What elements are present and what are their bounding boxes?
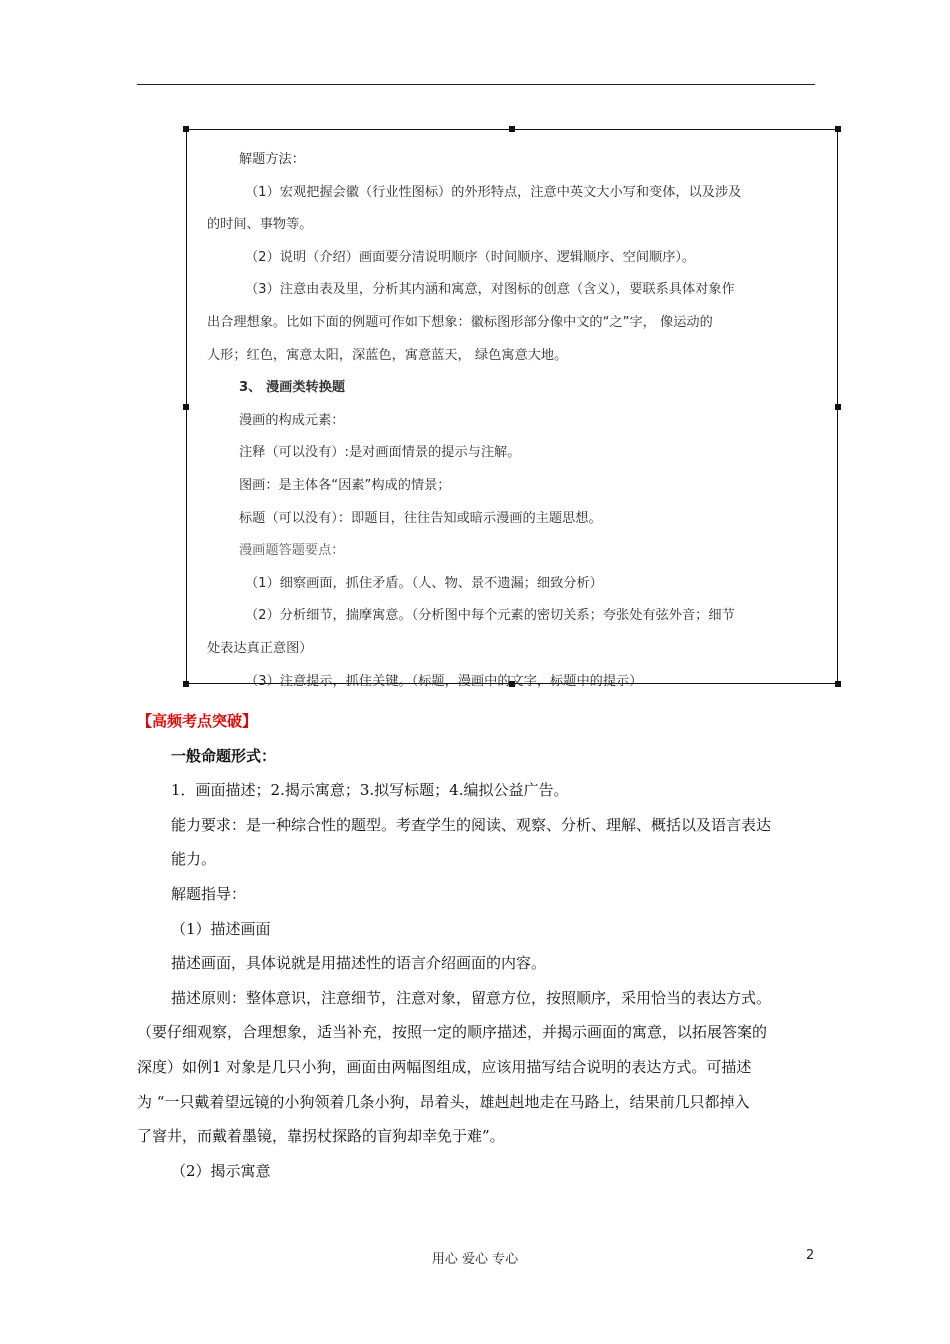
resize-handle-bottom-right[interactable] — [835, 681, 841, 687]
document-body — [137, 704, 817, 1188]
paragraph-line: （2）揭示寓意 — [171, 1161, 271, 1180]
box-line: （3）注意提示，抓住关键。（标题，漫画中的文字，标题中的提示） — [245, 673, 643, 689]
header-rule — [137, 84, 815, 85]
box-line: 出合理想象。比如下面的例题可作如下想象：徽标图形部分像中文的“之”字， 像运动的 — [207, 314, 713, 330]
paragraph-line: 解题指导： — [171, 884, 247, 903]
resize-handle-top[interactable] — [509, 126, 515, 132]
resize-handle-top-right[interactable] — [835, 126, 841, 132]
box-line: （1）宏观把握会徽（行业性图标）的外形特点，注意中英文大小写和变体，以及涉及 — [245, 184, 742, 200]
box-line: 图画：是主体各“因素”构成的情景； — [239, 477, 451, 493]
box-line: 处表达真正意图） — [207, 640, 313, 656]
paragraph-line: （1）描述画面 — [171, 919, 271, 938]
box-line: （3）注意由表及里，分析其内涵和寓意，对图标的创意（含义），要联系具体对象作 — [245, 282, 735, 298]
box-line: 人形；红色，寓意太阳，深蓝色，寓意蓝天， 绿色寓意大地。 — [207, 347, 568, 363]
section-title: 【高频考点突破】 — [137, 712, 258, 730]
paragraph-line: 了窨井，而戴着墨镜，靠拐杖探路的盲狗却幸免于难”。 — [137, 1127, 505, 1146]
paragraph-line: 描述画面，具体说就是用描述性的语言介绍画面的内容。 — [171, 954, 547, 973]
resize-handle-top-left[interactable] — [183, 126, 189, 132]
box-line: （2）说明（介绍）画面要分清说明顺序（时间顺序、逻辑顺序、空间顺序）。 — [245, 249, 696, 265]
paragraph-line: 描述原则：整体意识，注意细节，注意对象，留意方位，按照顺序，采用恰当的表达方式。 — [171, 988, 772, 1007]
box-line: 漫画题答题要点： — [239, 543, 345, 559]
box-line: 解题方法： — [239, 152, 305, 167]
embedded-image-text — [207, 144, 822, 698]
box-line: （1）细察画面，抓住矛盾。（人、物、景不遗漏；细致分析） — [245, 575, 603, 591]
box-line: （2）分析细节，揣摩寓意。（分析图中每个元素的密切关系；夸张处有弦外音；细节 — [245, 608, 735, 624]
paragraph-line: 深度）如例1 对象是几只小狗，画面由两幅图组成，应该用描写结合说明的表达方式。可描述 — [137, 1057, 752, 1076]
box-line: 的时间、事物等。 — [207, 217, 313, 233]
box-line: 注释（可以没有）:是对画面情景的提示与注解。 — [239, 445, 521, 461]
paragraph-line: 能力。 — [171, 850, 217, 869]
paragraph-line: 1．画面描述；2.揭示寓意；3.拟写标题；4.编拟公益广告。 — [171, 781, 569, 800]
resize-handle-right[interactable] — [835, 404, 841, 410]
box-heading: 3、 漫画类转换题 — [239, 380, 346, 396]
page-number: 2 — [806, 1248, 815, 1263]
paragraph-line: （要仔细观察，合理想象，适当补充，按照一定的顺序描述，并揭示画面的寓意，以拓展答案的 — [137, 1023, 768, 1042]
page-footer: 用心 爱心 专心 — [431, 1252, 519, 1267]
paragraph-line: 能力要求：是一种综合性的题型。考查学生的阅读、观察、分析、理解、概括以及语言表达 — [171, 815, 772, 834]
subheading: 一般命题形式： — [171, 746, 277, 765]
resize-handle-left[interactable] — [183, 404, 189, 410]
paragraph-line: 为 “一只戴着望远镜的小狗领着几条小狗，昂着头，雄赳赳地走在马路上，结果前几只都掉入 — [137, 1092, 750, 1111]
box-line: 漫画的构成元素： — [239, 412, 345, 428]
embedded-image-box[interactable] — [186, 129, 838, 689]
box-line: 标题（可以没有）：即题目，往往告知或暗示漫画的主题思想。 — [239, 510, 602, 526]
resize-handle-bottom-left[interactable] — [183, 681, 189, 687]
